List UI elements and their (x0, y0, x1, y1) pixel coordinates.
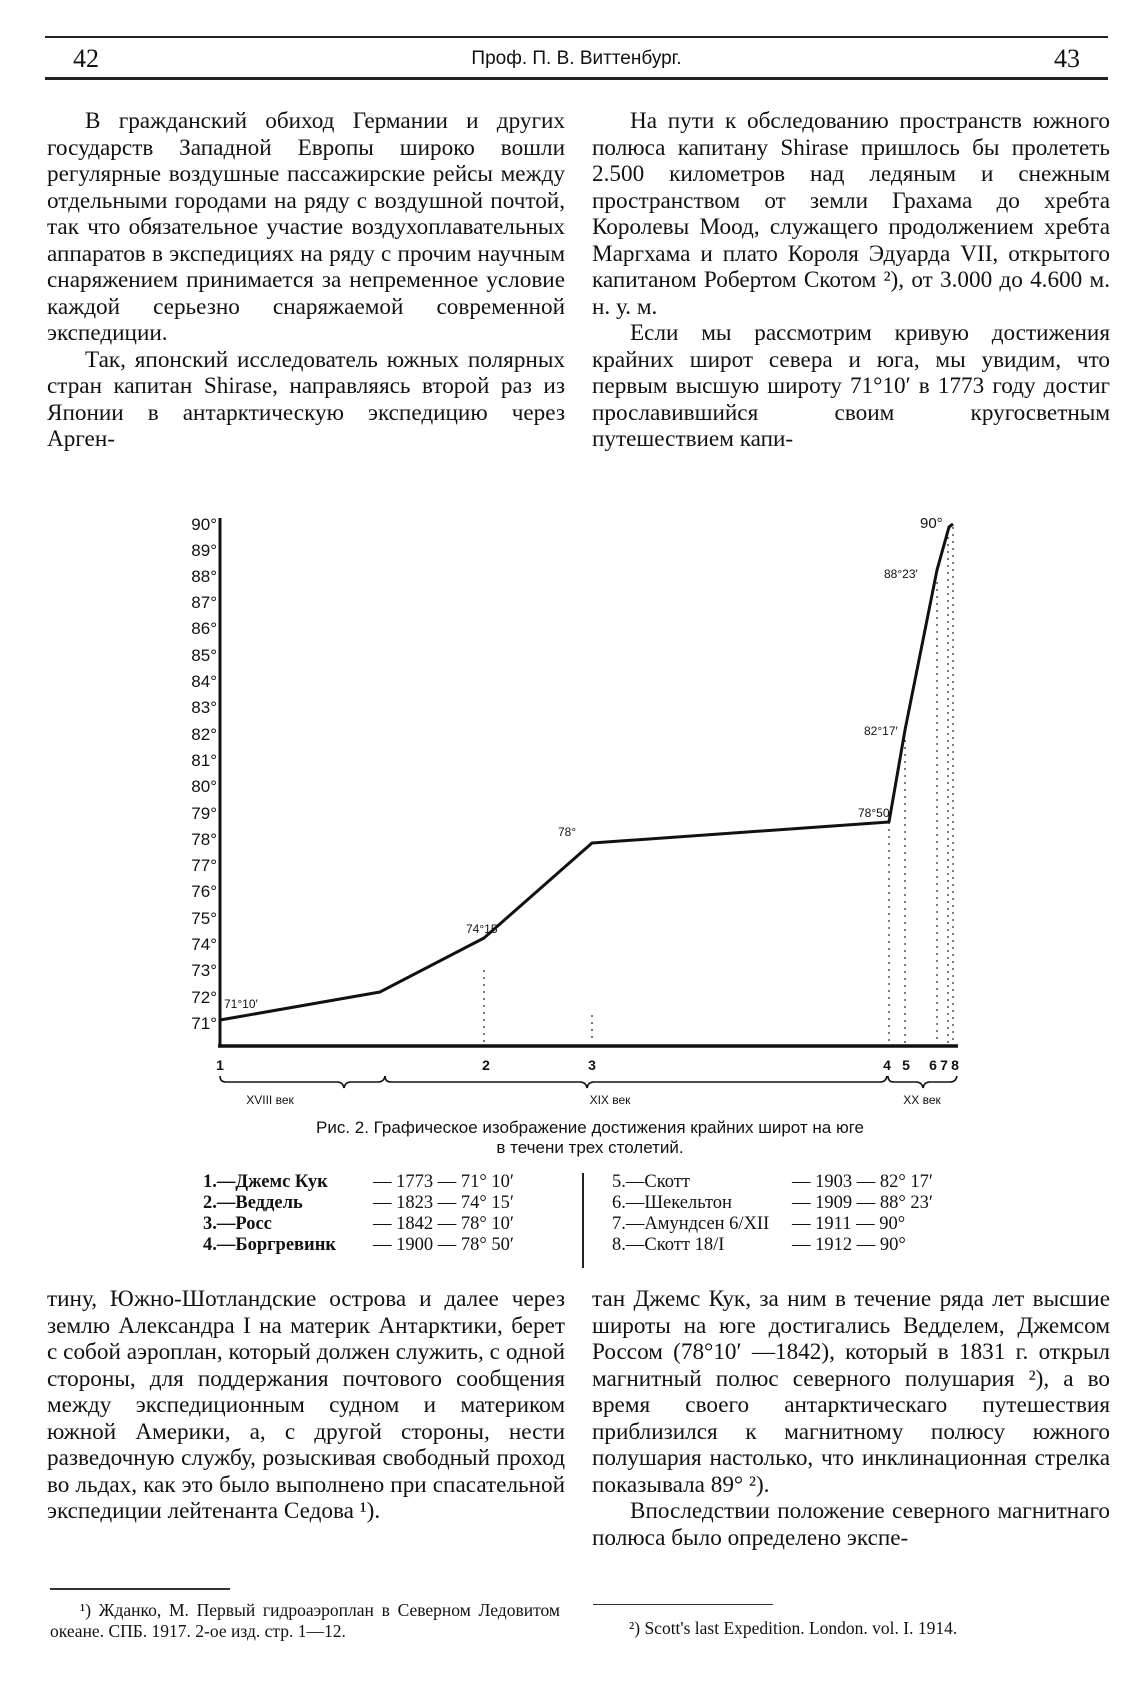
caption-line-2: в течени трех столетий. (496, 1138, 684, 1157)
svg-text:4: 4 (883, 1057, 891, 1073)
svg-text:85°: 85° (191, 646, 217, 665)
svg-text:88°23′: 88°23′ (884, 567, 918, 581)
svg-text:78°: 78° (558, 825, 577, 839)
paragraph: На пути к обследованию пространств южного полюса капитану Shirase пришлось бы пролететь 2.500 километров над ледяным и снежным пространством от земли Грахама до хребта Королевы Моод, служащего продолжением хребта Маргхама и плато Короля Эдуарда VII, открытого капитаном Робертом Скотом ²), от 3.000 до 4.600 м. н. у. м. (592, 108, 1110, 320)
svg-text:79°: 79° (191, 804, 217, 823)
svg-text:89°: 89° (191, 541, 217, 560)
header-bottom-rule (45, 77, 1108, 80)
svg-text:83°: 83° (191, 698, 217, 717)
svg-text:74°15: 74°15 (466, 922, 498, 936)
running-header (45, 40, 1108, 76)
caption-line-1: Рис. 2. Графическое изображение достижения крайних широт на юге (315, 1118, 864, 1137)
svg-text:81°: 81° (191, 751, 217, 770)
century-labels (246, 1093, 941, 1107)
svg-text:88°: 88° (191, 567, 217, 586)
legend-row: 8.—Скотт 18/I — 1912 — 90° (612, 1235, 906, 1255)
legend-row: 3.—Росс — 1842 — 78° 10′ (203, 1214, 514, 1234)
svg-text:75°: 75° (191, 909, 217, 928)
bottom-right-column (592, 1286, 1110, 1551)
svg-text:73°: 73° (191, 961, 217, 980)
svg-text:84°: 84° (191, 672, 217, 691)
svg-text:7: 7 (940, 1057, 948, 1073)
svg-text:71°: 71° (191, 1014, 217, 1033)
legend-row: 5.—Скотт — 1903 — 82° 17′ (612, 1172, 933, 1192)
svg-text:78°50′: 78°50′ (858, 806, 892, 820)
y-tick-labels (191, 515, 217, 1033)
paragraph: тину, Южно-Шотландские острова и далее через землю Александра I на материк Антарктики, берет с собой аэроплан, который должен служить, с одной стороны, для поддержания почтового сообщения между экспедиционным судном и материком южной Америки, а, с другой стороны, нести разведочную службу, розыскивая свободный проход во льдах, как это было выполнено при спасательной экспедиции лейтенанта Седова ¹). (47, 1286, 565, 1524)
running-title: Проф. П. В. Виттенбург. (471, 48, 682, 69)
svg-text:XX век: XX век (903, 1093, 941, 1107)
svg-text:2: 2 (482, 1057, 490, 1073)
svg-text:82°: 82° (191, 725, 217, 744)
paragraph: Так, японский исследователь южных полярных стран капитан Shirase, направляясь второй раз из Японии в антарктическую экспедицию через Арген- (47, 346, 565, 452)
legend-row: 2.—Веддель — 1823 — 74° 15′ (203, 1193, 514, 1213)
point-labels (224, 515, 943, 1011)
legend-row: 7.—Амундсен 6/XII — 1911 — 90° (612, 1214, 906, 1234)
latitude-line (220, 524, 953, 1020)
svg-text:8: 8 (951, 1057, 959, 1073)
page-number-left: 42 (73, 44, 99, 73)
legend-row: 6.—Шекельтон — 1909 — 88° 23′ (612, 1193, 933, 1213)
svg-text:77°: 77° (191, 856, 217, 875)
svg-text:72°: 72° (191, 988, 217, 1007)
svg-text:82°17′: 82°17′ (864, 724, 898, 738)
svg-text:5: 5 (902, 1057, 910, 1073)
header-top-rule (45, 36, 1108, 38)
century-brackets (220, 1076, 957, 1088)
legend-row: 1.—Джемс Кук — 1773 — 71° 10′ (203, 1172, 514, 1192)
svg-text:76°: 76° (191, 882, 217, 901)
footnote-rule-left (50, 1588, 230, 1590)
svg-text:78°: 78° (191, 830, 217, 849)
svg-text:XVIII век: XVIII век (246, 1093, 294, 1107)
paragraph: тан Джемс Кук, за ним в течение ряда лет высшие широты на юге достигались Ведделем, Джемсом Россом (78°10′ —1842), который в 1831 г. открыл магнитный полюс северного полушария ²), а во время своего антарктическаго путешествия приблизился к магнитному полюсу южного полушария настолько, что инклинационная стрелка показывала 89° ²). (592, 1286, 1110, 1498)
legend-row: 4.—Боргревинк — 1900 — 78° 50′ (203, 1235, 514, 1255)
svg-text:90°: 90° (191, 515, 217, 534)
footnote-right: ²) Scott's last Expedition. London. vol. I. 1914. (629, 1618, 958, 1638)
x-tick-labels (216, 1057, 959, 1073)
top-right-column (592, 108, 1110, 453)
footnote-rule-right (593, 1604, 773, 1605)
drop-lines (484, 527, 953, 1043)
svg-text:3: 3 (588, 1057, 596, 1073)
page-number-right: 43 (1054, 44, 1080, 73)
bottom-left-column (47, 1286, 565, 1525)
legend-right (612, 1172, 933, 1256)
svg-text:86°: 86° (191, 619, 217, 638)
svg-text:71°10′: 71°10′ (224, 997, 258, 1011)
svg-text:80°: 80° (191, 777, 217, 796)
svg-text:XIX век: XIX век (589, 1093, 631, 1107)
legend-divider (582, 1173, 584, 1268)
figure-caption (200, 1118, 980, 1158)
svg-text:1: 1 (216, 1057, 224, 1073)
svg-text:87°: 87° (191, 593, 217, 612)
top-left-column (47, 108, 565, 453)
paragraph: В гражданский обиход Германии и других государств Западной Европы широко вошли регулярные воздушные пассажирские рейсы между отдельными городами на ряду с воздушной почтой, так что обязательное участие воздухоплавательных аппаратов в экспедициях на ряду с прочим научным снаряжением принимается за непременное условие каждой серьезно снаряжаемой современной экспедиции. (47, 108, 565, 346)
footnote-left: ¹) Жданко, М. Первый гидроаэроплан в Северном Ледовитом океане. СПБ. 1917. 2-ое изд. стр. 1—12. (50, 1600, 560, 1641)
paragraph: Впоследствии положение северного магнитнаго полюса было определено экспе- (592, 1498, 1110, 1551)
legend-left (203, 1172, 514, 1256)
svg-text:74°: 74° (191, 935, 217, 954)
svg-text:90°: 90° (920, 515, 943, 532)
paragraph: Если мы рассмотрим кривую достижения крайних широт севера и юга, мы увидим, что первым высшую широту 71°10′ в 1773 году достиг прославившийся своим кругосветным путешествием капи- (592, 320, 1110, 452)
svg-text:6: 6 (929, 1057, 937, 1073)
